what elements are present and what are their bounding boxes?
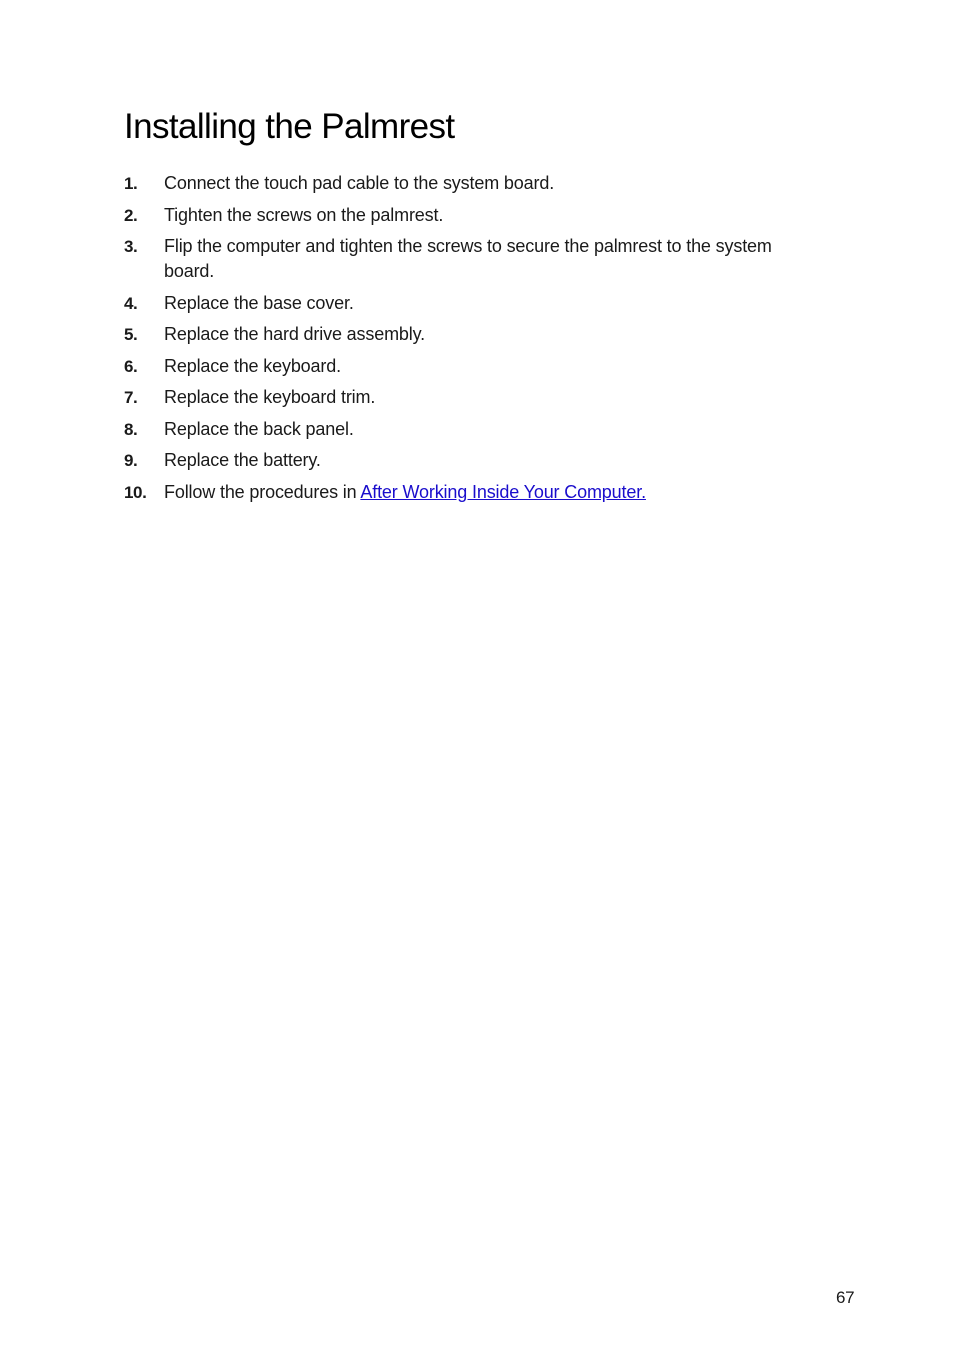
procedure-steps bbox=[124, 171, 824, 511]
step-item bbox=[124, 385, 824, 410]
step-number: 2. bbox=[124, 205, 138, 225]
step-text: Follow the procedures in bbox=[164, 481, 361, 502]
step-text: Replace the battery. bbox=[164, 450, 321, 470]
page-number: 67 bbox=[836, 1288, 855, 1307]
step-number: 4. bbox=[124, 293, 138, 313]
step-text: Connect the touch pad cable to the system board. bbox=[164, 173, 555, 193]
step-text: Flip the computer and tighten the screws to secure the palmrest to the system board. bbox=[164, 236, 772, 281]
step-number: 6. bbox=[124, 356, 138, 376]
step-item bbox=[124, 480, 824, 505]
step-text: Tighten the screws on the palmrest. bbox=[164, 204, 444, 225]
step-text: Replace the back panel. bbox=[164, 418, 354, 439]
step-number: 8. bbox=[124, 419, 138, 439]
step-number: 7. bbox=[124, 388, 138, 407]
page-title: Installing the Palmrest bbox=[124, 107, 455, 146]
step-item bbox=[124, 291, 824, 316]
step-number: 9. bbox=[124, 451, 138, 470]
step-text: Replace the base cover. bbox=[164, 292, 354, 313]
step-item bbox=[124, 448, 824, 473]
step-text: Replace the keyboard trim. bbox=[164, 387, 376, 407]
step-item bbox=[124, 417, 824, 442]
step-item bbox=[124, 322, 824, 347]
step-text: Replace the hard drive assembly. bbox=[164, 324, 425, 344]
step-number: 5. bbox=[124, 325, 138, 344]
step-number: 3. bbox=[124, 237, 138, 256]
step-item bbox=[124, 171, 824, 196]
step-item bbox=[124, 203, 824, 228]
after-working-inside-link[interactable]: After Working Inside Your Computer. bbox=[360, 481, 646, 502]
step-item bbox=[124, 234, 824, 284]
step-item bbox=[124, 354, 824, 379]
step-number: 10. bbox=[124, 482, 147, 502]
step-text: Replace the keyboard. bbox=[164, 355, 341, 376]
step-number: 1. bbox=[124, 174, 138, 193]
